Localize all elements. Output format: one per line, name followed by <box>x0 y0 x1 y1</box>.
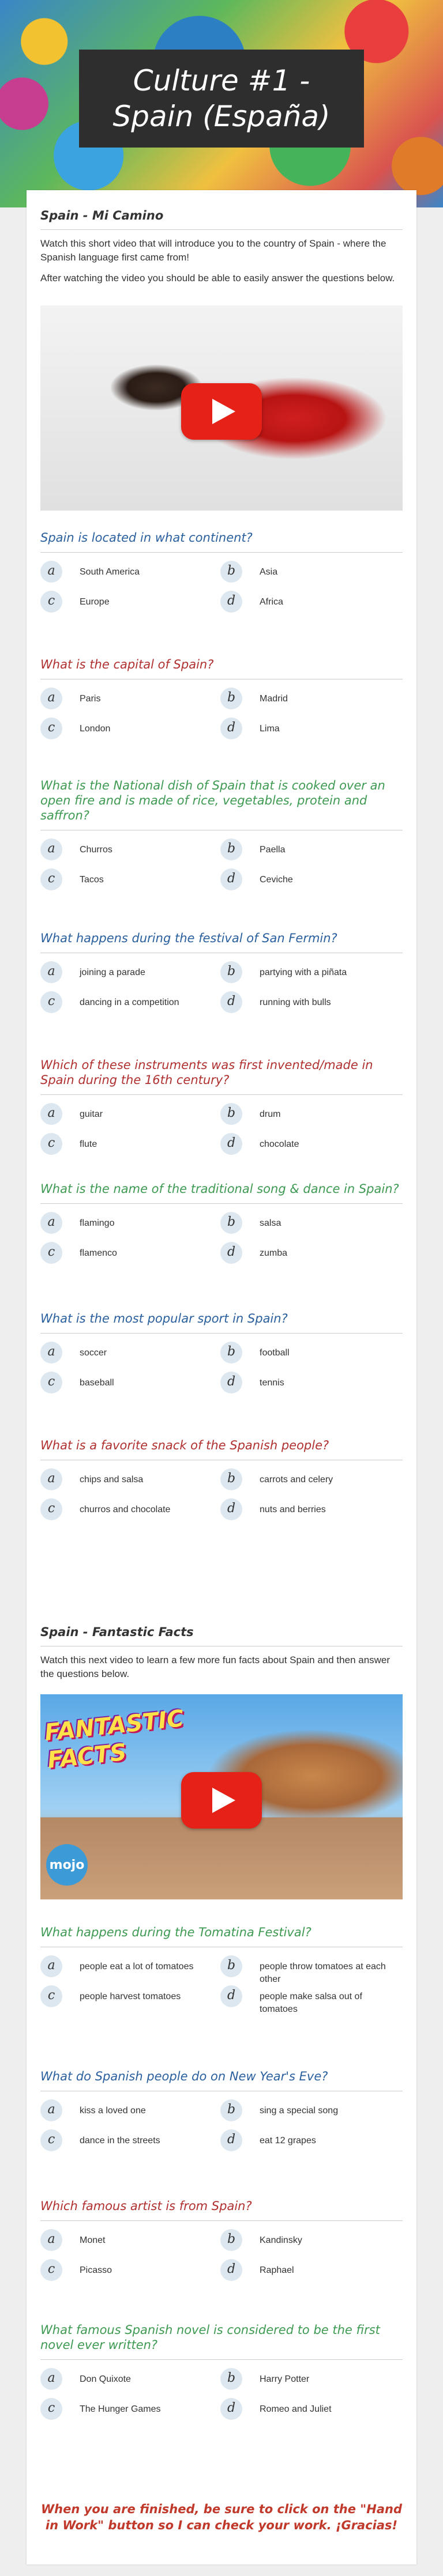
answer-options <box>40 688 403 757</box>
answer-options <box>40 2229 403 2298</box>
option-label[interactable]: flute <box>80 1139 97 1149</box>
option-label[interactable]: sing a special song <box>260 2106 339 2116</box>
option-letter[interactable]: b <box>220 1103 242 1125</box>
option-letter[interactable]: a <box>40 1955 62 1977</box>
answer-option-d[interactable] <box>220 868 393 890</box>
option-letter[interactable]: c <box>40 2259 62 2281</box>
option-letter[interactable]: c <box>40 591 62 613</box>
answer-option-b[interactable] <box>220 1468 393 1490</box>
option-letter[interactable]: b <box>220 1212 242 1234</box>
answer-option-a[interactable] <box>40 1468 213 1490</box>
answer-options <box>40 1955 403 2024</box>
option-letter[interactable]: c <box>40 1498 62 1520</box>
question-block <box>40 1181 403 1281</box>
play-icon[interactable] <box>181 1772 262 1829</box>
answer-option-a[interactable] <box>40 2229 213 2251</box>
title-box <box>79 50 364 148</box>
answer-option-c[interactable] <box>40 1372 213 1393</box>
option-label[interactable]: flamingo <box>80 1218 115 1228</box>
video-mi-camino[interactable] <box>40 305 403 511</box>
option-label[interactable]: South America <box>80 567 140 577</box>
option-label[interactable]: Harry Potter <box>260 2374 310 2384</box>
option-label[interactable]: Monet <box>80 2235 106 2245</box>
question-block <box>40 657 403 757</box>
answer-options <box>40 1103 403 1172</box>
question-block <box>40 778 403 908</box>
option-label[interactable]: tennis <box>260 1378 284 1388</box>
answer-option-d[interactable] <box>220 1242 393 1264</box>
answer-option-c[interactable] <box>40 2129 213 2151</box>
option-letter[interactable]: d <box>220 2259 242 2281</box>
option-letter[interactable]: c <box>40 2398 62 2420</box>
answer-options <box>40 1468 403 1538</box>
option-letter[interactable]: c <box>40 1372 62 1393</box>
question-block <box>40 1438 403 1538</box>
option-label[interactable]: Madrid <box>260 694 288 704</box>
answer-option-a[interactable] <box>40 2368 213 2390</box>
answer-options <box>40 2099 403 2169</box>
option-label[interactable]: joining a parade <box>80 968 145 977</box>
answer-option-b[interactable] <box>220 1955 393 1986</box>
option-letter[interactable]: d <box>220 1372 242 1393</box>
option-letter[interactable]: b <box>220 2099 242 2121</box>
section-intro <box>40 209 403 285</box>
option-label[interactable]: Paris <box>80 694 101 704</box>
option-label[interactable]: partying with a piñata <box>260 968 347 977</box>
option-label[interactable]: Churros <box>80 845 112 855</box>
question-block <box>40 1311 403 1411</box>
header-banner <box>0 0 443 207</box>
option-label[interactable]: Tacos <box>80 875 104 885</box>
answer-option-c[interactable] <box>40 2398 213 2420</box>
option-label[interactable]: Lima <box>260 724 280 734</box>
question-text: What happens during the Tomatina Festival? <box>40 1925 403 1947</box>
answer-option-c[interactable] <box>40 1498 213 1520</box>
answer-option-a[interactable] <box>40 2099 213 2121</box>
answer-option-d[interactable] <box>220 1133 393 1155</box>
option-label[interactable]: Africa <box>260 597 283 607</box>
answer-options <box>40 1212 403 1281</box>
option-letter[interactable]: c <box>40 2129 62 2151</box>
option-label[interactable]: chips and salsa <box>80 1475 144 1485</box>
option-letter[interactable]: b <box>220 1955 242 1977</box>
question-block <box>40 1057 403 1172</box>
answer-option-c[interactable] <box>40 1985 213 2007</box>
option-label[interactable]: Ceviche <box>260 875 293 885</box>
answer-option-b[interactable] <box>220 1103 393 1125</box>
option-letter[interactable]: d <box>220 2398 242 2420</box>
option-label[interactable]: guitar <box>80 1109 103 1119</box>
answer-option-d[interactable] <box>220 591 393 613</box>
option-letter[interactable]: c <box>40 1133 62 1155</box>
option-letter[interactable]: d <box>220 991 242 1013</box>
answer-option-a[interactable] <box>40 838 213 860</box>
option-label[interactable]: people eat a lot of tomatoes <box>80 1962 194 1971</box>
option-letter[interactable]: a <box>40 1468 62 1490</box>
section-paragraph: After watching the video you should be able to easily answer the questions below. <box>40 273 395 284</box>
answer-option-d[interactable] <box>220 717 393 739</box>
option-letter[interactable]: c <box>40 991 62 1013</box>
option-label[interactable]: Don Quixote <box>80 2374 131 2384</box>
section-paragraph: Watch this short video that will introduce you to the country of Spain - where the Spanish language first came from! <box>40 238 386 263</box>
option-label[interactable]: dancing in a competition <box>80 998 179 1007</box>
mojo-badge: mojo <box>46 1844 88 1886</box>
option-letter[interactable]: a <box>40 2229 62 2251</box>
answer-option-a[interactable] <box>40 961 213 983</box>
play-icon[interactable] <box>181 383 262 440</box>
option-label[interactable]: running with bulls <box>260 998 331 1007</box>
option-letter[interactable]: a <box>40 838 62 860</box>
option-letter[interactable]: a <box>40 2099 62 2121</box>
option-letter[interactable]: b <box>220 838 242 860</box>
answer-options <box>40 961 403 1030</box>
option-label[interactable]: churros and chocolate <box>80 1505 171 1514</box>
option-letter[interactable]: d <box>220 1498 242 1520</box>
answer-option-c[interactable] <box>40 991 213 1013</box>
answer-option-b[interactable] <box>220 688 393 709</box>
option-letter[interactable]: b <box>220 1468 242 1490</box>
option-letter[interactable]: d <box>220 1242 242 1264</box>
answer-option-b[interactable] <box>220 2368 393 2390</box>
section-paragraph: Watch this next video to learn a few more fun facts about Spain and then answer the questions below. <box>40 1655 391 1679</box>
question-text: What is the National dish of Spain that is cooked over an open fire and is made of rice, vegetables, protein and saffron? <box>40 778 403 830</box>
answer-option-b[interactable] <box>220 1342 393 1363</box>
option-letter[interactable]: b <box>220 561 242 583</box>
question-text: What do Spanish people do on New Year's Eve? <box>40 2069 403 2091</box>
answer-option-d[interactable] <box>220 1498 393 1520</box>
answer-option-c[interactable] <box>40 2259 213 2281</box>
option-letter[interactable]: b <box>220 961 242 983</box>
option-label[interactable]: flamenco <box>80 1248 117 1258</box>
answer-option-b[interactable] <box>220 561 393 583</box>
option-label[interactable]: dance in the streets <box>80 2136 160 2146</box>
answer-option-b[interactable] <box>220 1212 393 1234</box>
answer-option-c[interactable] <box>40 1133 213 1155</box>
option-letter[interactable]: b <box>220 688 242 709</box>
option-label[interactable]: people harvest tomatoes <box>80 1992 181 2001</box>
option-letter[interactable]: c <box>40 1985 62 2007</box>
question-text: What happens during the festival of San Fermin? <box>40 931 403 953</box>
section-heading: Spain - Mi Camino <box>40 209 403 230</box>
option-label[interactable]: Raphael <box>260 2265 294 2275</box>
option-label[interactable]: Paella <box>260 845 286 855</box>
option-label[interactable]: chocolate <box>260 1139 299 1149</box>
option-label[interactable]: people make salsa out of tomatoes <box>260 1992 362 2014</box>
question-block <box>40 530 403 630</box>
option-label[interactable]: The Hunger Games <box>80 2404 161 2414</box>
question-block <box>40 2322 403 2437</box>
option-letter[interactable]: b <box>220 2368 242 2390</box>
content-card <box>27 190 416 2564</box>
option-label[interactable]: eat 12 grapes <box>260 2136 316 2146</box>
option-letter[interactable]: b <box>220 1342 242 1363</box>
answer-option-a[interactable] <box>40 1212 213 1234</box>
answer-options <box>40 2368 403 2437</box>
option-label[interactable]: zumba <box>260 1248 288 1258</box>
option-letter[interactable]: c <box>40 1242 62 1264</box>
option-label[interactable]: football <box>260 1348 290 1358</box>
answer-option-b[interactable] <box>220 838 393 860</box>
answer-options <box>40 1342 403 1411</box>
question-block <box>40 1925 403 2024</box>
option-label[interactable]: Picasso <box>80 2265 112 2275</box>
section-heading: Spain - Fantastic Facts <box>40 1625 403 1646</box>
question-text: What is a favorite snack of the Spanish people? <box>40 1438 403 1460</box>
option-label[interactable]: soccer <box>80 1348 107 1358</box>
option-label[interactable]: Kandinsky <box>260 2235 302 2245</box>
option-letter[interactable]: a <box>40 1212 62 1234</box>
option-letter[interactable]: d <box>220 2129 242 2151</box>
answer-option-a[interactable] <box>40 1955 213 1977</box>
answer-option-c[interactable] <box>40 868 213 890</box>
answer-option-b[interactable] <box>220 2229 393 2251</box>
page-title: Culture #1 - Spain (España) <box>112 64 331 133</box>
question-block <box>40 931 403 1030</box>
section-fantastic-facts <box>40 1625 403 1681</box>
option-letter[interactable]: a <box>40 961 62 983</box>
question-text: Spain is located in what continent? <box>40 530 403 553</box>
option-letter[interactable]: a <box>40 2368 62 2390</box>
option-label[interactable]: salsa <box>260 1218 281 1228</box>
option-label[interactable]: drum <box>260 1109 281 1119</box>
answer-option-d[interactable] <box>220 991 393 1013</box>
option-label[interactable]: nuts and berries <box>260 1505 326 1514</box>
option-letter[interactable]: b <box>220 2229 242 2251</box>
answer-option-d[interactable] <box>220 2129 393 2151</box>
answer-option-b[interactable] <box>220 961 393 983</box>
option-letter[interactable]: c <box>40 868 62 890</box>
answer-option-d[interactable] <box>220 1372 393 1393</box>
answer-option-d[interactable] <box>220 2259 393 2281</box>
option-label[interactable]: people throw tomatoes at each other <box>260 1962 386 1984</box>
footer-note: When you are finished, be sure to click on the "Hand in Work" button so I can check your work. ¡Gracias! <box>41 2502 402 2532</box>
answer-option-d[interactable] <box>220 1985 393 2016</box>
option-label[interactable]: London <box>80 724 111 734</box>
option-letter[interactable]: d <box>220 591 242 613</box>
option-letter[interactable]: c <box>40 717 62 739</box>
answer-option-c[interactable] <box>40 1242 213 1264</box>
question-block <box>40 2069 403 2169</box>
answer-option-b[interactable] <box>220 2099 393 2121</box>
option-letter[interactable]: a <box>40 1103 62 1125</box>
option-label[interactable]: carrots and celery <box>260 1475 333 1485</box>
answer-option-a[interactable] <box>40 561 213 583</box>
question-text: What is the most popular sport in Spain? <box>40 1311 403 1334</box>
question-text: Which of these instruments was first invented/made in Spain during the 16th century? <box>40 1057 403 1095</box>
fantastic-facts-logo: FANTASTIC FACTS <box>43 1705 185 1774</box>
video-fantastic-facts[interactable] <box>40 1694 403 1899</box>
answer-option-c[interactable] <box>40 717 213 739</box>
question-text: What is the name of the traditional song & dance in Spain? <box>40 1181 403 1204</box>
question-text: Which famous artist is from Spain? <box>40 2199 403 2221</box>
option-letter[interactable]: a <box>40 1342 62 1363</box>
option-label[interactable]: baseball <box>80 1378 114 1388</box>
answer-options <box>40 838 403 908</box>
option-label[interactable]: Asia <box>260 567 278 577</box>
answer-option-c[interactable] <box>40 591 213 613</box>
answer-option-a[interactable] <box>40 688 213 709</box>
question-block <box>40 2199 403 2298</box>
answer-option-a[interactable] <box>40 1342 213 1363</box>
question-text: What famous Spanish novel is considered to be the first novel ever written? <box>40 2322 403 2360</box>
answer-options <box>40 561 403 630</box>
option-letter[interactable]: d <box>220 1133 242 1155</box>
question-text: What is the capital of Spain? <box>40 657 403 679</box>
option-letter[interactable]: d <box>220 1985 242 2007</box>
option-letter[interactable]: d <box>220 868 242 890</box>
option-letter[interactable]: a <box>40 561 62 583</box>
option-letter[interactable]: d <box>220 717 242 739</box>
option-letter[interactable]: a <box>40 688 62 709</box>
answer-option-d[interactable] <box>220 2398 393 2420</box>
option-label[interactable]: Europe <box>80 597 110 607</box>
option-label[interactable]: Romeo and Juliet <box>260 2404 332 2414</box>
answer-option-a[interactable] <box>40 1103 213 1125</box>
option-label[interactable]: kiss a loved one <box>80 2106 146 2116</box>
